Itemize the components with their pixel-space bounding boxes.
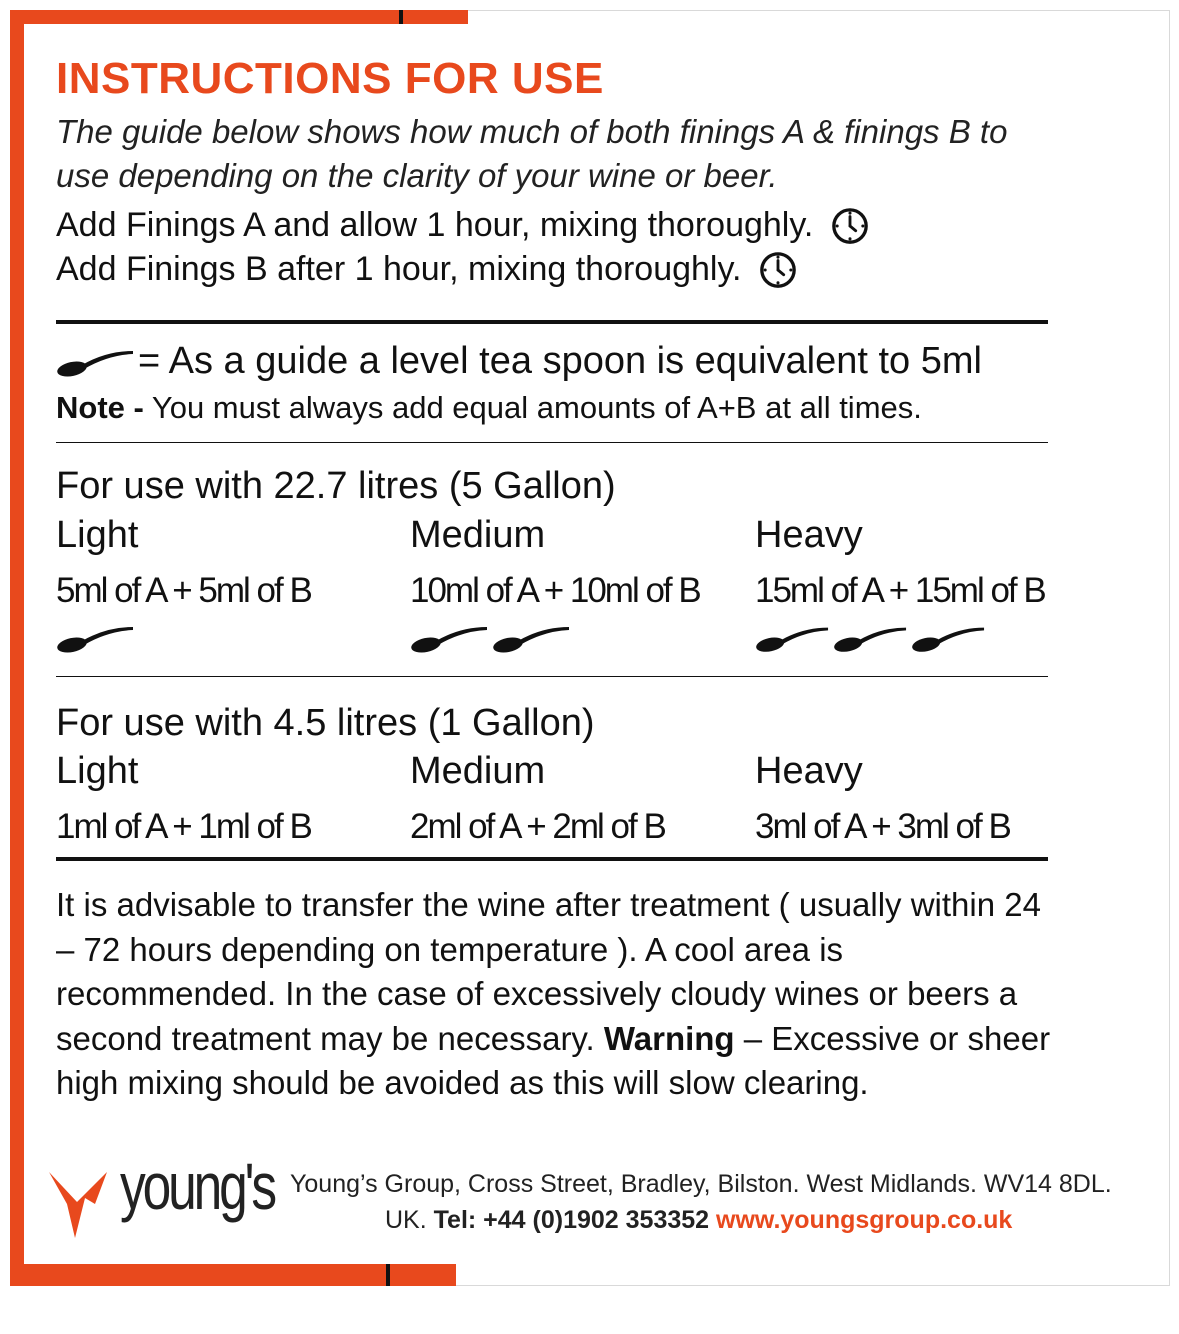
note-text: You must always add equal amounts of A+B at all times. bbox=[143, 390, 922, 425]
page-title: INSTRUCTIONS FOR USE bbox=[56, 54, 604, 103]
spoon-icon bbox=[833, 621, 907, 655]
table-5-gallon-heading: For use with 22.7 litres (5 Gallon) bbox=[56, 465, 616, 507]
crop-mark-bottom bbox=[386, 1264, 390, 1286]
divider bbox=[56, 442, 1048, 443]
table-1-medium bbox=[410, 750, 665, 847]
spoon-count bbox=[755, 621, 1045, 655]
spoon-count bbox=[410, 621, 700, 655]
spoon-icon bbox=[56, 345, 134, 379]
advice-text bbox=[56, 883, 1056, 1106]
company-address: Young’s Group, Cross Street, Bradley, Bilston. West Midlands. WV14 8DL. bbox=[290, 1170, 1112, 1198]
level-label: Medium bbox=[410, 750, 546, 792]
dose-amount: 5ml of A + 5ml of B bbox=[56, 571, 311, 610]
step-b-text: Add Finings B after 1 hour, mixing thoroughly. bbox=[56, 250, 742, 288]
accent-bar-left bbox=[10, 10, 24, 1286]
company-contact bbox=[385, 1206, 1012, 1235]
youngs-logo-mark bbox=[47, 1168, 111, 1240]
divider bbox=[56, 320, 1048, 324]
intro-text: The guide below shows how much of both finings A & finings B to use depending on the clarity of your wine or beer. bbox=[56, 113, 1008, 194]
warning-text: – Excessive or sheer high mixing should be avoided as this will slow clearing. bbox=[56, 1019, 1051, 1101]
website-link[interactable]: www.youngsgroup.co.uk bbox=[716, 1206, 1013, 1234]
table-5-medium bbox=[410, 514, 700, 655]
dose-amount: 2ml of A + 2ml of B bbox=[410, 807, 665, 846]
spoon-icon bbox=[56, 621, 134, 655]
spoon-icon bbox=[410, 621, 488, 655]
note-label: Note - bbox=[56, 390, 144, 425]
note bbox=[56, 390, 922, 426]
table-1-heavy bbox=[755, 750, 1010, 847]
brand-logo-text: young's bbox=[120, 1149, 275, 1223]
step-a-text: Add Finings A and allow 1 hour, mixing thoroughly. bbox=[56, 206, 814, 244]
spoon-icon bbox=[755, 621, 829, 655]
dose-amount: 15ml of A + 15ml of B bbox=[755, 571, 1045, 610]
divider bbox=[56, 857, 1048, 861]
table-5-light bbox=[56, 514, 311, 655]
table-1-light bbox=[56, 750, 311, 847]
step-finings-b bbox=[56, 250, 797, 289]
advice-body: It is advisable to transfer the wine after treatment ( usually within 24 – 72 hours depending on temperature ). A cool area is recommended. In the case of excessively cloudy wines or beers a second treatment may be necessary. bbox=[56, 886, 1041, 1057]
spoon-icon bbox=[911, 621, 985, 655]
table-5-heavy bbox=[755, 514, 1045, 655]
warning-label: Warning bbox=[603, 1019, 735, 1057]
clock-icon bbox=[759, 251, 797, 289]
dose-amount: 1ml of A + 1ml of B bbox=[56, 807, 311, 846]
spoon-icon bbox=[492, 621, 570, 655]
level-label: Light bbox=[56, 750, 139, 792]
dose-amount: 3ml of A + 3ml of B bbox=[755, 807, 1010, 846]
spoon-guide bbox=[56, 340, 982, 383]
crop-mark-top bbox=[399, 10, 403, 24]
dose-amount: 10ml of A + 10ml of B bbox=[410, 571, 700, 610]
spoon-count bbox=[56, 621, 311, 655]
country: UK. bbox=[385, 1206, 427, 1234]
clock-icon bbox=[831, 207, 869, 245]
level-label: Medium bbox=[410, 514, 546, 556]
level-label: Heavy bbox=[755, 514, 863, 556]
level-label: Heavy bbox=[755, 750, 863, 792]
step-finings-a bbox=[56, 206, 869, 245]
level-label: Light bbox=[56, 514, 139, 556]
telephone: Tel: +44 (0)1902 353352 bbox=[433, 1206, 710, 1234]
divider bbox=[56, 676, 1048, 677]
table-1-gallon-heading: For use with 4.5 litres (1 Gallon) bbox=[56, 702, 595, 744]
spoon-guide-text: = As a guide a level tea spoon is equivalent to 5ml bbox=[138, 340, 982, 382]
